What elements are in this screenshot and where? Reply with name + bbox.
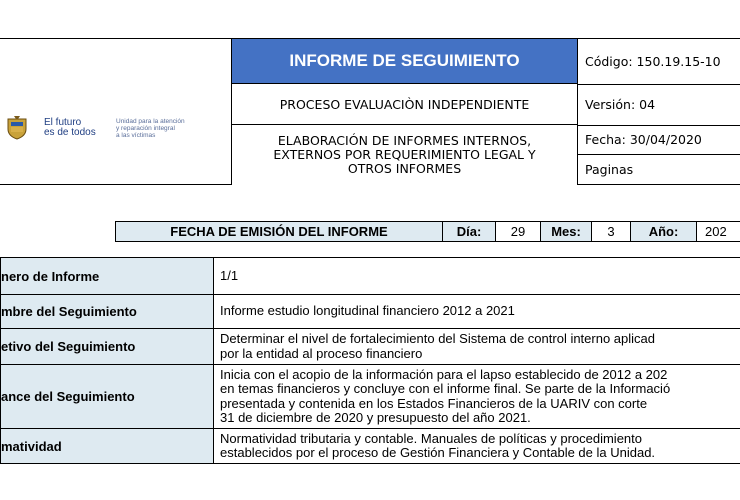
elaboration-line: ELABORACIÓN DE INFORMES INTERNOS, [277,133,532,148]
entity-logo [6,108,228,148]
row-value [214,295,740,329]
report-info-table [0,257,740,464]
report-title: INFORME DE SEGUIMIENTO [232,38,578,84]
year-value: 202 [705,224,727,239]
value-line: Determinar el nivel de fortalecimiento del Sistema de control interno aplicad [220,331,655,346]
unit-line: a las víctimas [116,131,156,139]
emission-label: FECHA DE EMISIÓN DEL INFORME [116,222,443,241]
month-value: 3 [592,222,631,241]
row-value [214,429,740,464]
elaboration-line: OTROS INFORMES [347,161,462,176]
table-row [1,258,740,295]
elaboration-text [232,125,578,185]
emission-date-row [115,221,740,242]
row-label: etivo del Seguimiento [1,329,214,365]
table-row [1,365,740,429]
value-line: por la entidad al proceso financiero [220,345,423,361]
row-value [214,258,740,295]
slogan-line: es de todos [44,127,96,138]
row-label: matividad [1,429,214,464]
document-code: Código: 150.19.15-10 [578,38,740,85]
row-label: nero de Informe [1,258,214,295]
elaboration-line: EXTERNOS POR REQUERIMIENTO LEGAL Y [273,147,536,162]
table-row [1,329,740,365]
value-line: Normatividad tributaria y contable. Manuales de políticas y procedimiento [220,430,642,446]
unit-name [116,118,185,139]
document-version: Versión: 04 [578,84,740,126]
row-value [214,329,740,365]
value-line: Inicia con el acopio de la información para el lapso establecido de 2012 a 202 [220,366,668,382]
day-value: 29 [496,222,541,241]
day-label: Día: [443,222,496,241]
value-line: 1/1 [220,267,239,283]
slogan-line: El futuro [44,117,82,128]
document-date: Fecha: 30/04/2020 [578,125,740,155]
table-row [1,295,740,329]
month-label: Mes: [541,222,592,241]
document-pages: Paginas [578,154,740,185]
value-line: 31 de diciembre de 2020 y presupuesto del año 2021. [220,410,531,425]
slogan [44,118,116,138]
year-label: Año: [631,222,697,241]
row-label: mbre del Seguimiento [1,295,214,329]
value-line: presentada y contenida en los Estados Financieros de la UARIV con corte [220,395,648,411]
coat-of-arms-icon [6,116,28,140]
value-line: establecidos por el proceso de Gestión Financiera y Contable de la Unidad. [220,445,656,460]
unit-line: Unidad para la atención [116,117,185,125]
row-label: ance del Seguimiento [1,365,214,429]
value-line: en temas financieros y concluye con el informe final. Se parte de la Informació [220,381,671,396]
table-row [1,429,740,464]
value-line: Informe estudio longitudinal financiero 2012 a 2021 [220,303,515,319]
unit-line: y reparación integral [116,124,175,132]
row-value [214,365,740,429]
process-name: PROCESO EVALUACIÒN INDEPENDIENTE [232,84,578,125]
